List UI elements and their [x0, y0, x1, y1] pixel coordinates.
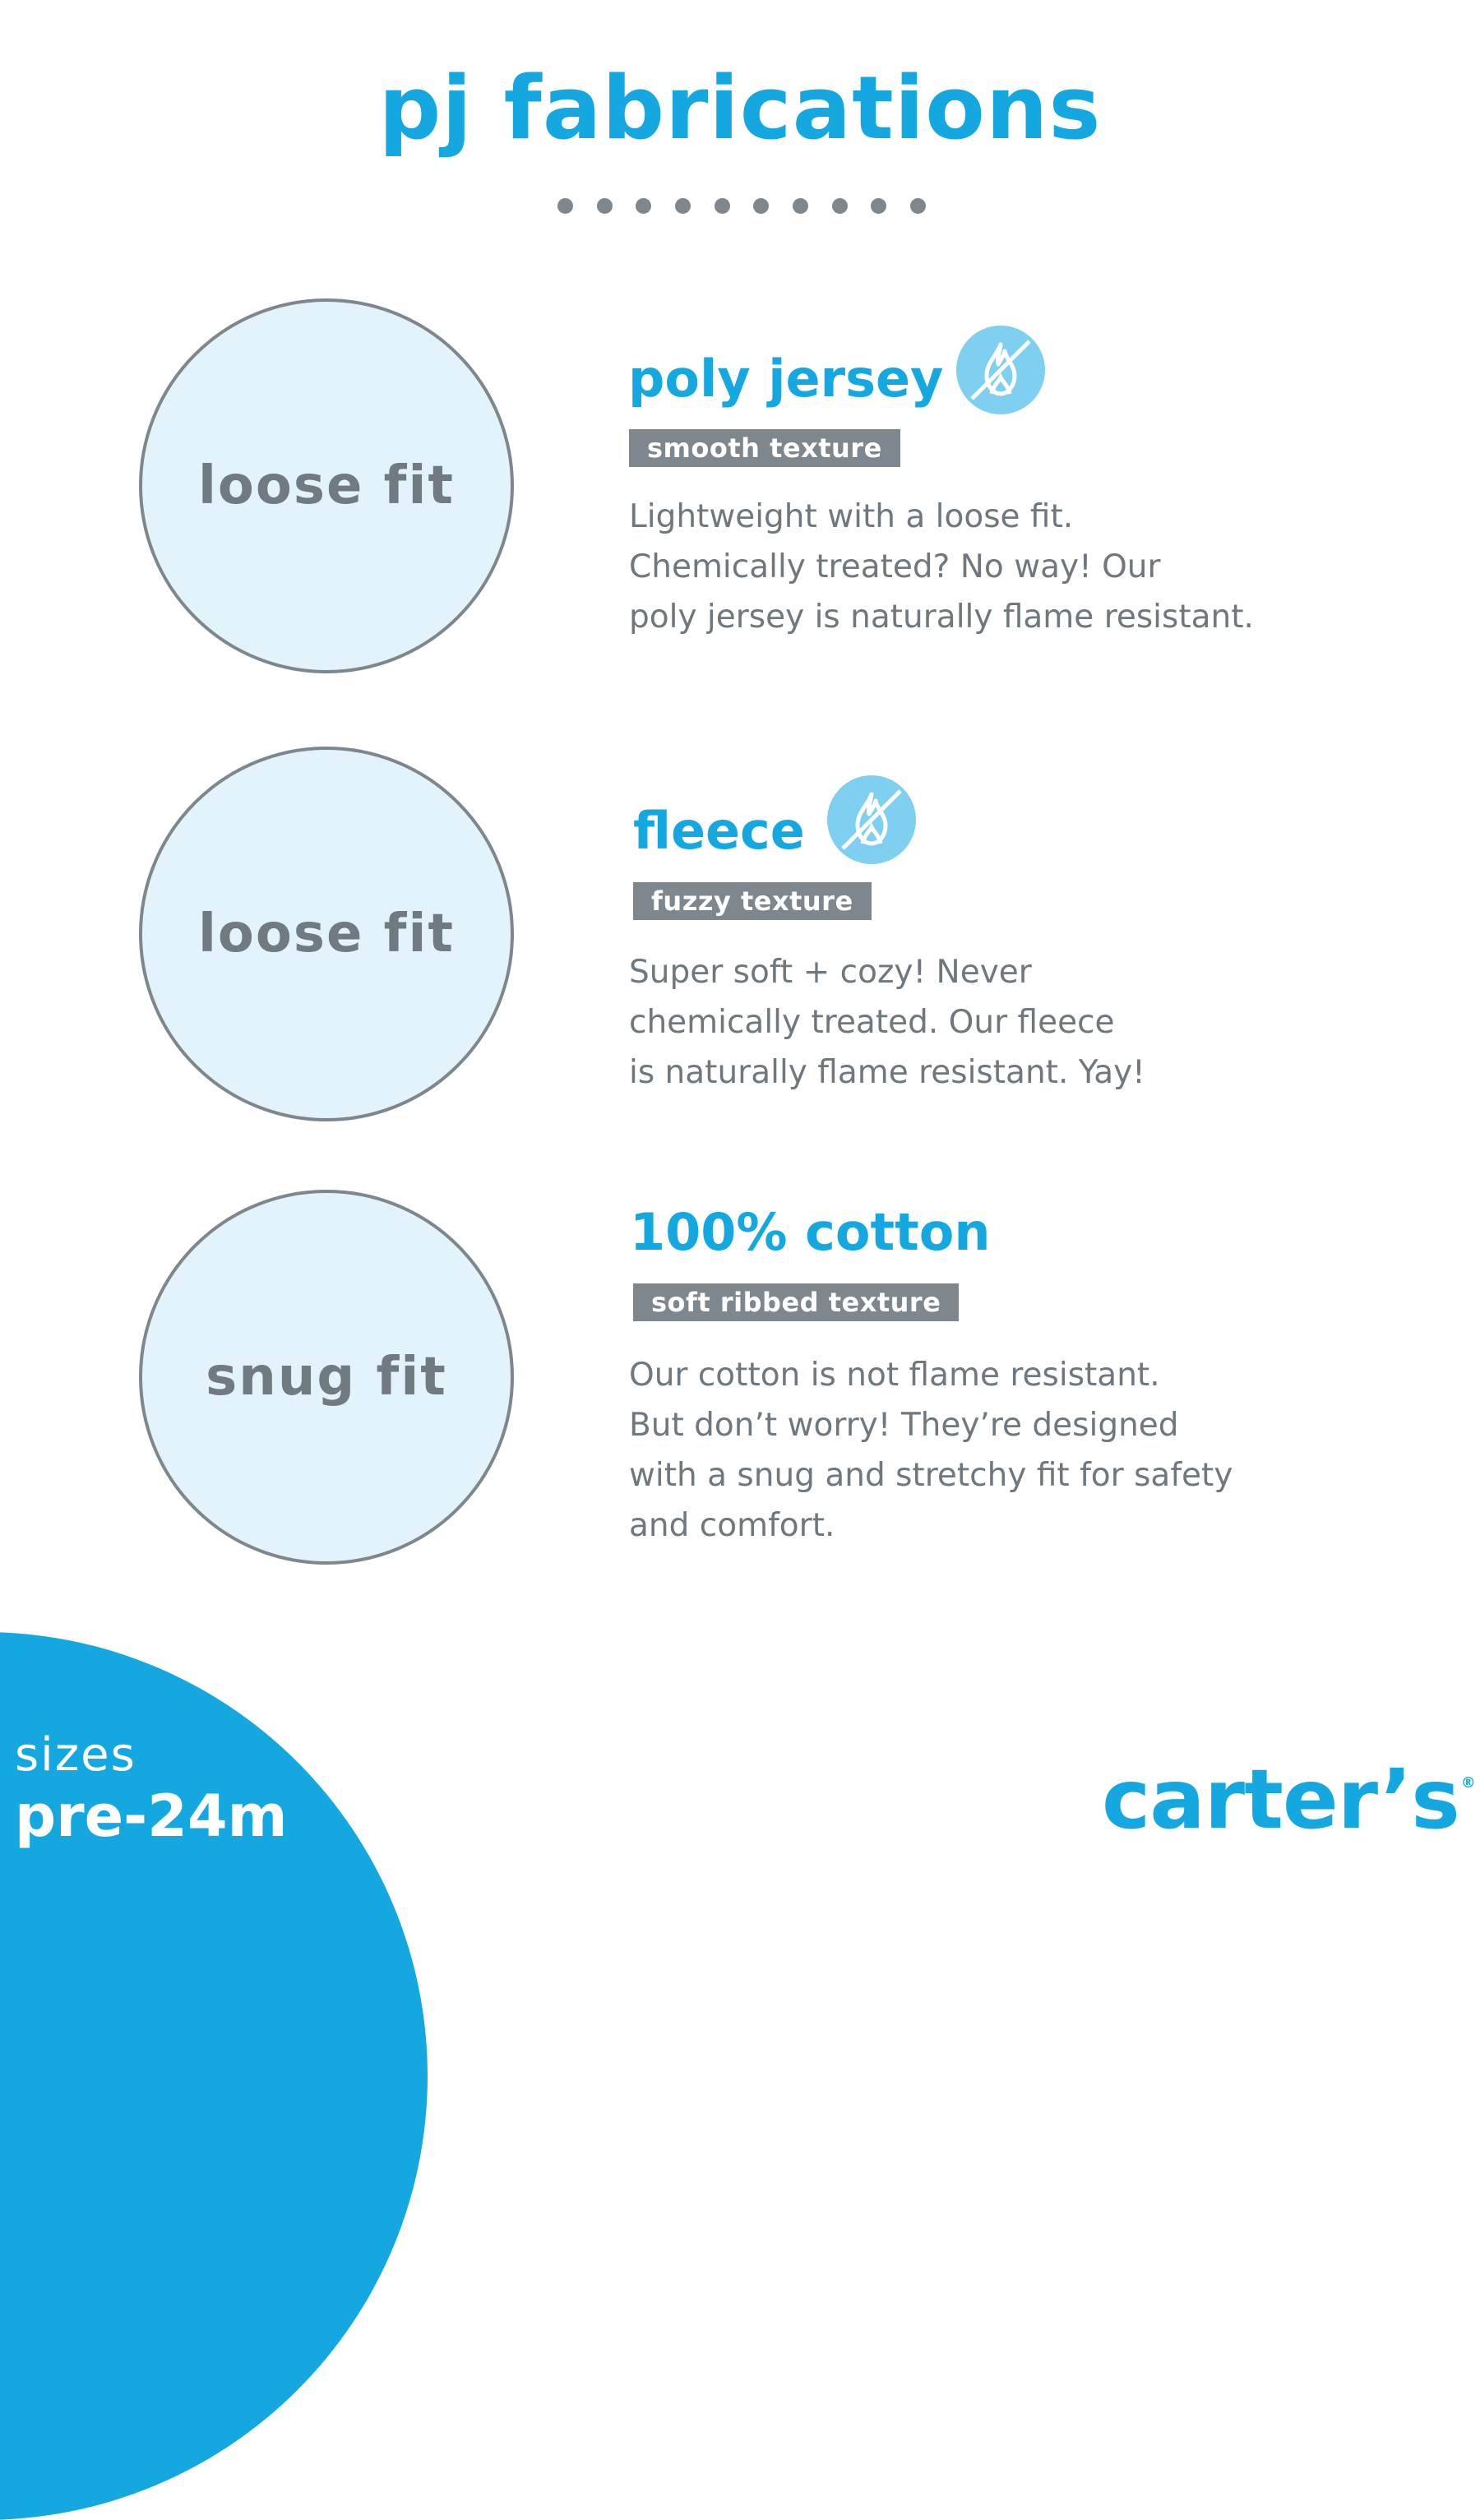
texture-tag-fleece: fuzzy texture [633, 882, 872, 920]
brand-logo: carter’s ® [1102, 1751, 1475, 1847]
fabric-name-poly-jersey: poly jersey [628, 349, 944, 409]
fit-circle-cotton [139, 1190, 514, 1565]
texture-tag-poly-jersey: smooth texture [629, 429, 900, 467]
fabric-name-fleece: fleece [633, 801, 805, 861]
fit-label: loose fit [197, 455, 456, 516]
fabric-description-poly-jersey: Lightweight with a loose fit. Chemically treated? No way! Our poly jersey is naturally flame resistant. [629, 498, 1254, 636]
flame-resistant-icon [826, 774, 917, 865]
fit-label: loose fit [197, 904, 456, 964]
texture-tag-cotton: soft ribbed texture [633, 1283, 959, 1321]
fit-circle-poly-jersey [139, 298, 514, 673]
fit-circle-fleece [139, 747, 514, 1121]
sizes-label: sizes [15, 1728, 136, 1782]
fit-label: snug fit [206, 1347, 447, 1408]
fabric-description-cotton: Our cotton is not flame resistant. But don’t worry! They’re designed with a snug and stretchy fit for safety and comfort. [629, 1357, 1233, 1544]
fabric-description-fleece: Super soft + cozy! Never chemically treated. Our fleece is naturally flame resistant. Yay! [629, 954, 1145, 1091]
fabric-name-cotton: 100% cotton [630, 1202, 991, 1262]
dot-divider [557, 196, 926, 215]
page-title: pj fabrications [378, 58, 1102, 159]
sizes-value: pre-24m [15, 1782, 288, 1850]
flame-resistant-icon [955, 325, 1046, 415]
